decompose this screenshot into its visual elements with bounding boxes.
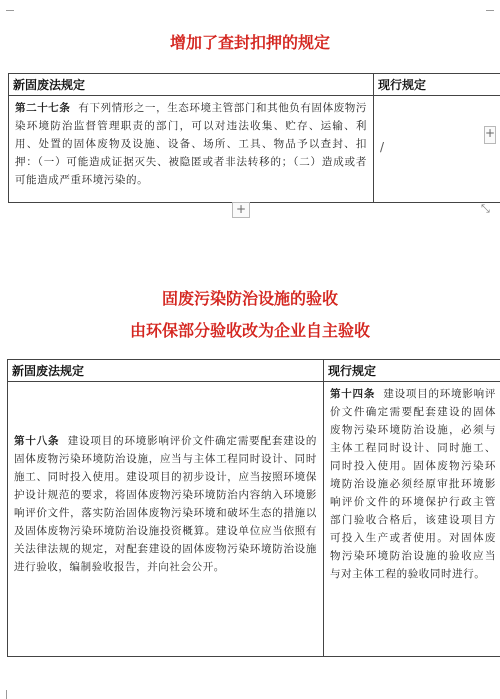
new-law-cell[interactable]: [8, 382, 324, 657]
comparison-table-2: [7, 359, 500, 657]
empty-slash: /: [380, 140, 385, 154]
current-law-cell[interactable]: [324, 382, 500, 657]
comparison-table-1: [8, 73, 500, 203]
header-new-law: 新固废法规定: [9, 74, 374, 96]
add-row-icon[interactable]: +: [232, 202, 250, 218]
section1-heading: 增加了查封扣押的规定: [169, 33, 330, 52]
article-number: 第十八条: [14, 435, 60, 447]
table-resize-icon[interactable]: ⤡: [481, 202, 490, 215]
section2-heading: 固废污染防治设施的验收: [161, 289, 338, 308]
new-law-cell[interactable]: [9, 96, 374, 203]
page-corner-mark: [486, 10, 494, 19]
article-text: 建设项目的环境影响评价文件确定需要配套建设的固体废物污染环境防治设施，应当与主体工程同时设计、同时施工、同时投入使用。建设项目的初步设计，应当按照环境保护设计规范的要求，将固体废物污染环境防治内容纳入环境影响评价文件，落实防治固体废物污染环境和破坏生态的措施以及固体废物污染环境防治设施投资概算。建设单位应当依照有关法律法规的规定，对配套建设的固体废物污染环境防治设施进行验收，编制验收报告，并向社会公开。: [14, 435, 317, 573]
current-law-cell[interactable]: [374, 96, 500, 203]
section2-subheading: 由环保部分验收改为企业自主验收: [129, 321, 370, 340]
add-column-icon[interactable]: +: [484, 126, 496, 144]
header-new-law: 新固废法规定: [8, 360, 324, 382]
article-number: 第十四条: [330, 388, 376, 400]
page-corner-mark: [6, 10, 14, 19]
page-corner-mark: [6, 690, 8, 699]
header-current-law: 现行规定: [324, 360, 500, 382]
article-text: 有下列情形之一，生态环境主管部门和其他负有固体废物污染环境防治监督管理职责的部门，可以对违法收集、贮存、运输、利用、处置的固体废物及设施、设备、场所、工具、物品予以查封、扣押：（一）可能造成证据灭失、被隐匿或者非法转移的；（二）造成或者可能造成严重环境污染的。: [15, 102, 367, 186]
article-text: 建设项目的环境影响评价文件确定需要配套建设的固体废物污染环境防治设施，必须与主体工程同时设计、同时施工、同时投入使用。固体废物污染环境防治设施必须经原审批环境影响评价文件的环境保护行政主管部门验收合格后，该建设项目方可投入生产或者使用。对固体废物污染环境防治设施的验收应当与对主体工程的验收同时进行。: [330, 388, 496, 580]
header-current-law: 现行规定: [374, 74, 500, 96]
article-number: 第二十七条: [15, 102, 71, 114]
